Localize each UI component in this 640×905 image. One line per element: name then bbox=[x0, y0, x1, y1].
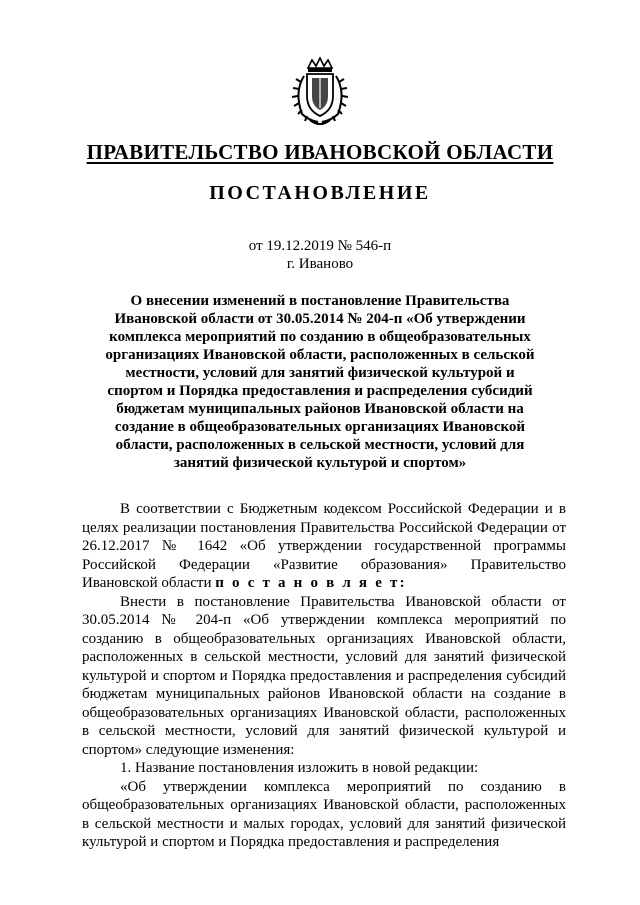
document-city: г. Иваново bbox=[286, 256, 354, 272]
preamble-paragraph bbox=[82, 500, 566, 593]
document-type: ПОСТАНОВЛЕНИЕ bbox=[209, 182, 431, 204]
new-title-paragraph: «Об утверждении комплекса мероприятий по созданию в общеобразовательных организациях Ивановской области, расположенных в сельской местности и малых городах, условий для занятий физической культурой и спортом и Порядка предоставления и распределения bbox=[82, 778, 566, 850]
document-date-number: от 19.12.2019 № 546-п bbox=[248, 238, 392, 254]
paragraph-1: Внести в постановление Правительства Ивановской области от 30.05.2014 № 204-п «Об утверждении комплекса мероприятий по созданию в общеобразовательных организациях Ивановской области, расположенных в сельской местности, условий для занятий физической культурой и спортом и Порядка предоставления и распределения субсидий бюджетам муниципальных районов Ивановской области на создание в общеобразовательных организациях Ивановской области, расположенных в сельской местности, условий для занятий физической культурой и спортом» следующие изменения: bbox=[82, 593, 566, 758]
item-1: 1. Название постановления изложить в новой редакции: bbox=[120, 760, 479, 776]
document-body bbox=[82, 500, 566, 852]
preamble-text: В соответствии с Бюджетным кодексом Российской Федерации и в целях реализации постановления Правительства Российской Федерации от 26.12.2017 № 1642 «Об утверждении государственной программы Российской Федерации «Развитие образования» Правительство Ивановской области bbox=[82, 501, 566, 591]
coat-of-arms-icon bbox=[288, 56, 352, 128]
decree-word: п о с т а н о в л я е т: bbox=[215, 575, 407, 591]
government-title: ПРАВИТЕЛЬСТВО ИВАНОВСКОЙ ОБЛАСТИ bbox=[86, 140, 554, 164]
document-heading: О внесении изменений в постановление Правительства Ивановской области от 30.05.2014 № 204-п «Об утверждении комплекса мероприятий по созданию в общеобразовательных организациях Ивановской области, расположенных в сельской местности, условий для занятий физической культурой и спортом и Порядка предоставления и распределения субсидий бюджетам муниципальных районов Ивановской области на создание в общеобразовательных организациях Ивановской области, расположенных в сельской местности, условий для занятий физической культурой и спортом» bbox=[105, 293, 535, 471]
